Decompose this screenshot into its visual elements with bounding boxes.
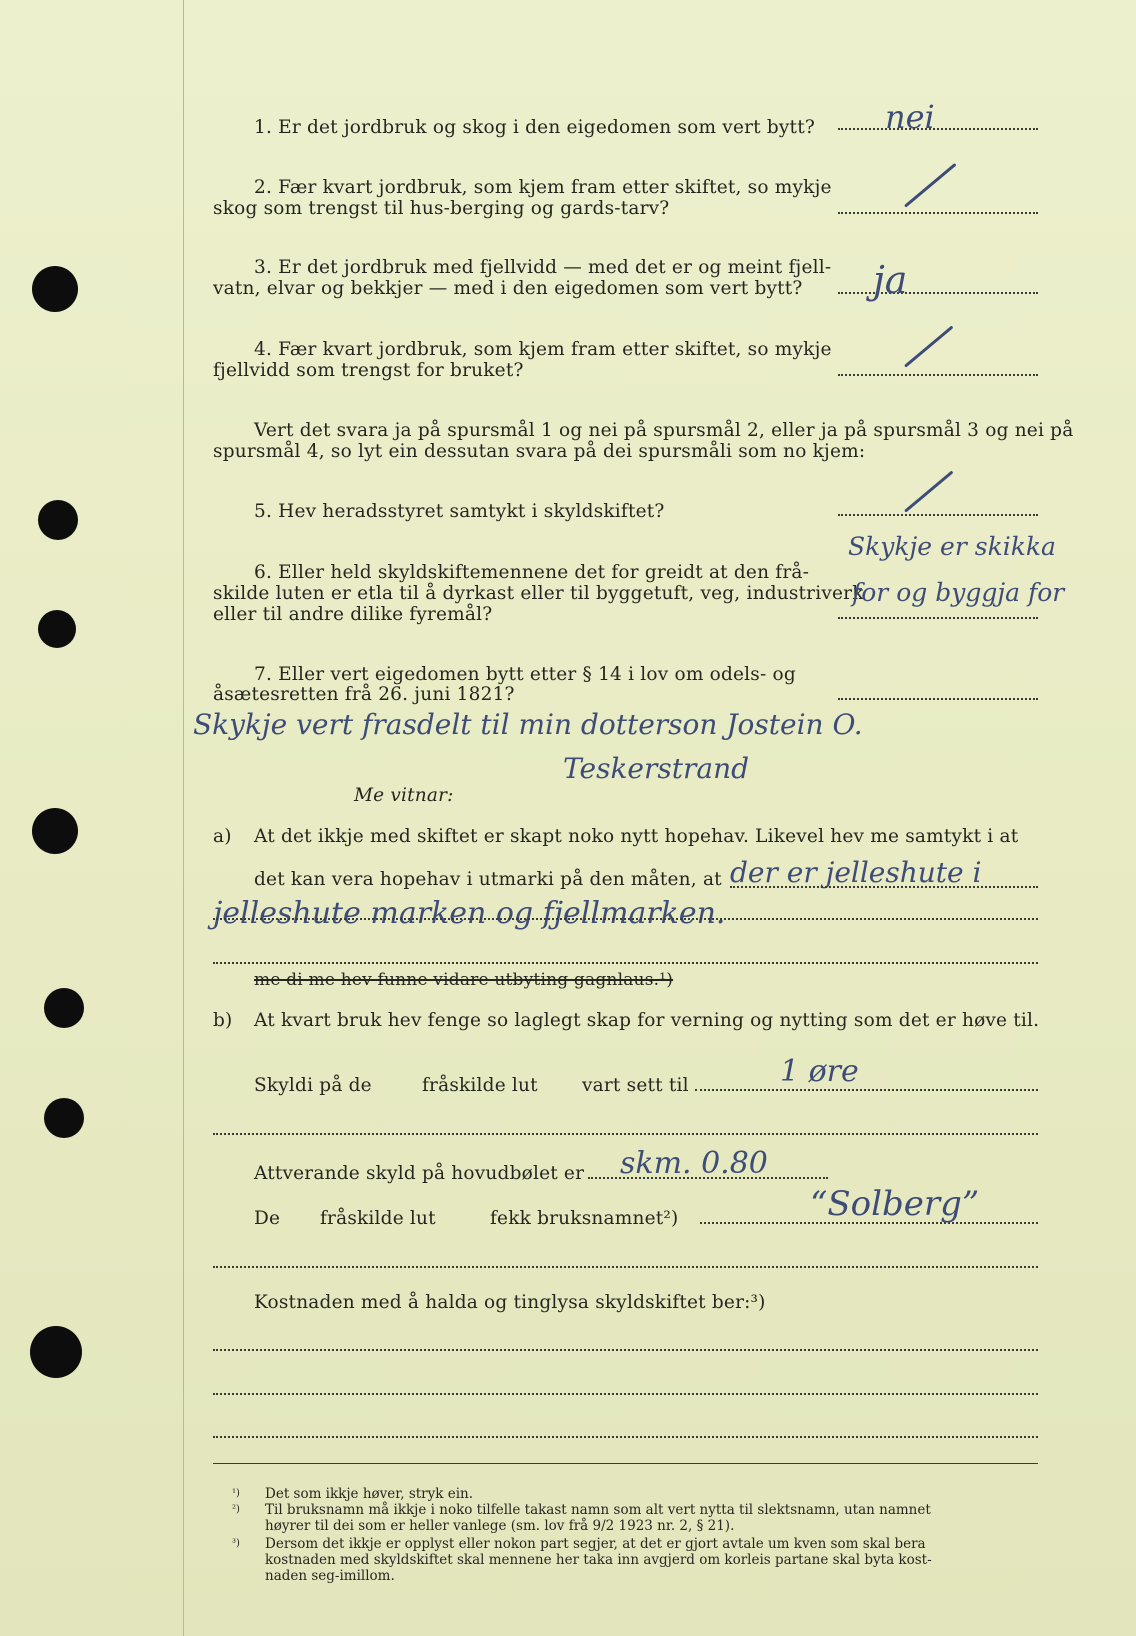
clause-b-label: b) bbox=[213, 1010, 233, 1031]
footnote-1-mark: ¹) bbox=[232, 1488, 240, 1499]
footnote-1 bbox=[232, 1486, 474, 1502]
answer-line-3 bbox=[838, 292, 1038, 294]
footnote-3 bbox=[232, 1536, 926, 1552]
attverande-answer: skm. 0.80 bbox=[620, 1146, 768, 1181]
footnote-3-mark: ³) bbox=[232, 1538, 240, 1549]
clause-a-line-1: At det ikkje med skiftet er skapt noko nytt hopehav. Likevel hev me samtykt i at bbox=[254, 826, 1019, 847]
question-2-line-2: skog som trengst til hus‐berging og gards‐tarv? bbox=[213, 198, 670, 219]
instruction-line-1: Vert det svara ja på spursmål 1 og nei på spursmål 2, eller ja på spursmål 3 og nei på bbox=[254, 420, 1074, 441]
punch-hole bbox=[32, 266, 78, 312]
question-4-line-2: fjellvidd som trengst for bruket? bbox=[213, 360, 524, 381]
clause-a-label: a) bbox=[213, 826, 232, 847]
answer-line-1 bbox=[838, 128, 1038, 130]
answer-6-line-1: Skykje er skikka bbox=[848, 532, 1056, 561]
skyldi-answer: 1 øre bbox=[780, 1054, 859, 1089]
skyldi-label-3: vart sett til bbox=[582, 1075, 689, 1096]
footnote-2-mark: ²) bbox=[232, 1504, 240, 1515]
answer-line-2 bbox=[838, 212, 1038, 214]
footnote-1-text: Det som ikkje høver, stryk ein. bbox=[265, 1486, 474, 1502]
footnote-2 bbox=[232, 1502, 931, 1518]
dash-mark-2 bbox=[904, 163, 956, 208]
punch-hole bbox=[44, 988, 84, 1028]
answer-3: ja bbox=[873, 258, 908, 302]
question-3-line-2: vatn, elvar og bekkjer — med i den eigedomen som vert bytt? bbox=[213, 278, 803, 299]
clause-a-blank-line-1 bbox=[730, 886, 1038, 888]
question-6-line-3: eller til andre dilike fyremål? bbox=[213, 604, 493, 625]
dash-mark-4 bbox=[904, 325, 953, 367]
kostnaden-blank-line-2 bbox=[213, 1393, 1038, 1395]
question-3-line-1: 3. Er det jordbruk med fjellvidd — med det er og meint fjell‐ bbox=[254, 257, 832, 278]
skyldi-blank-line-2 bbox=[213, 1133, 1038, 1135]
instruction-line-2: spursmål 4, so lyt ein dessutan svara på dei spursmåli som no kjem: bbox=[213, 441, 866, 462]
footnote-3-line-1: Dersom det ikkje er opplyst eller nokon part segjer, at det er gjort avtale um kven som skal bera bbox=[265, 1536, 926, 1552]
answer-line-6 bbox=[838, 617, 1038, 619]
question-6-line-2: skilde luten er etla til å dyrkast eller til byggetuft, veg, industriverk bbox=[213, 583, 864, 604]
witness-heading: Me vitnar: bbox=[354, 785, 454, 806]
clause-a-blank-line-3 bbox=[213, 962, 1038, 964]
question-6-line-1: 6. Eller held skyldskiftemennene det for greidt at den frå‐ bbox=[254, 562, 810, 583]
question-5: 5. Hev heradsstyret samtykt i skyldskiftet? bbox=[254, 501, 665, 522]
skyldi-blank-line bbox=[695, 1089, 1038, 1091]
dash-mark-5 bbox=[904, 470, 953, 512]
footnote-separator bbox=[213, 1463, 1038, 1464]
clause-a-answer-line-2: jelleshute marken og fjellmarken. bbox=[213, 896, 726, 931]
question-7-line-2: åsætesretten frå 26. juni 1821? bbox=[213, 684, 515, 705]
bruksnamn-blank-line-2 bbox=[213, 1266, 1038, 1268]
footnote-3-cont-1: kostnaden med skyldskiftet skal mennene her taka inn avgjerd om korleis partane skal byta kost‐ bbox=[265, 1552, 932, 1568]
clause-a-answer-line-1: der er jelleshute i bbox=[730, 856, 982, 889]
clause-a-struck-text: me di me hev funne vidare utbyting gagnlaus.¹) bbox=[254, 970, 674, 990]
footnote-2-cont: høyrer til dei som er heller vanlege (sm. lov frå 9/2 1923 nr. 2, § 21). bbox=[265, 1518, 735, 1534]
answer-line-7 bbox=[838, 698, 1038, 700]
footnote-2-line-1: Til bruksnamn må ikkje i noko tilfelle takast namn som alt vert nytta til slektsnamn, utan namnet bbox=[265, 1502, 931, 1518]
footnote-3-cont-2: naden seg‐imillom. bbox=[265, 1568, 395, 1584]
answer-line-4 bbox=[838, 374, 1038, 376]
kostnaden-label: Kostnaden med å halda og tinglysa skyldskiftet ber:³) bbox=[254, 1292, 766, 1313]
question-2-line-1: 2. Fær kvart jordbruk, som kjem fram etter skiftet, so mykje bbox=[254, 177, 832, 198]
clause-a-blank-line-2 bbox=[213, 918, 1038, 920]
question-1: 1. Er det jordbruk og skog i den eigedomen som vert bytt? bbox=[254, 117, 815, 138]
attverande-label: Attverande skyld på hovudbølet er bbox=[254, 1163, 585, 1184]
kostnaden-blank-line-3 bbox=[213, 1436, 1038, 1438]
answer-7-line-1: Skykje vert frasdelt til min dotterson Jostein O. bbox=[193, 708, 863, 741]
margin-rule bbox=[183, 0, 184, 1636]
punch-hole bbox=[30, 1326, 82, 1378]
question-7-line-1: 7. Eller vert eigedomen bytt etter § 14 i lov om odels‐ og bbox=[254, 664, 796, 685]
bruksnamn-label-1: De bbox=[254, 1208, 281, 1229]
skyldi-label-2: fråskilde lut bbox=[422, 1075, 538, 1096]
clause-b-line-1: At kvart bruk hev fenge so laglegt skap for verning og nytting som det er høve til. bbox=[254, 1010, 1040, 1031]
punch-hole bbox=[32, 808, 78, 854]
punch-hole bbox=[44, 1098, 84, 1138]
skyldi-label-1: Skyldi på de bbox=[254, 1075, 372, 1096]
question-4-line-1: 4. Fær kvart jordbruk, som kjem fram etter skiftet, so mykje bbox=[254, 339, 832, 360]
answer-6-line-2: for og byggja for bbox=[852, 578, 1065, 607]
clause-a-line-2: det kan vera hopehav i utmarki på den måten, at bbox=[254, 869, 722, 890]
bruksnamn-answer: “Solberg” bbox=[810, 1184, 980, 1224]
bruksnamn-label-3: fekk bruksnamnet²) bbox=[490, 1208, 679, 1229]
kostnaden-blank-line-1 bbox=[213, 1349, 1038, 1351]
punch-hole bbox=[38, 500, 78, 540]
bruksnamn-label-2: fråskilde lut bbox=[320, 1208, 436, 1229]
answer-1: nei bbox=[885, 98, 935, 136]
answer-line-5 bbox=[838, 514, 1038, 516]
answer-7-line-2: Teskerstrand bbox=[563, 752, 750, 785]
punch-hole bbox=[38, 610, 76, 648]
